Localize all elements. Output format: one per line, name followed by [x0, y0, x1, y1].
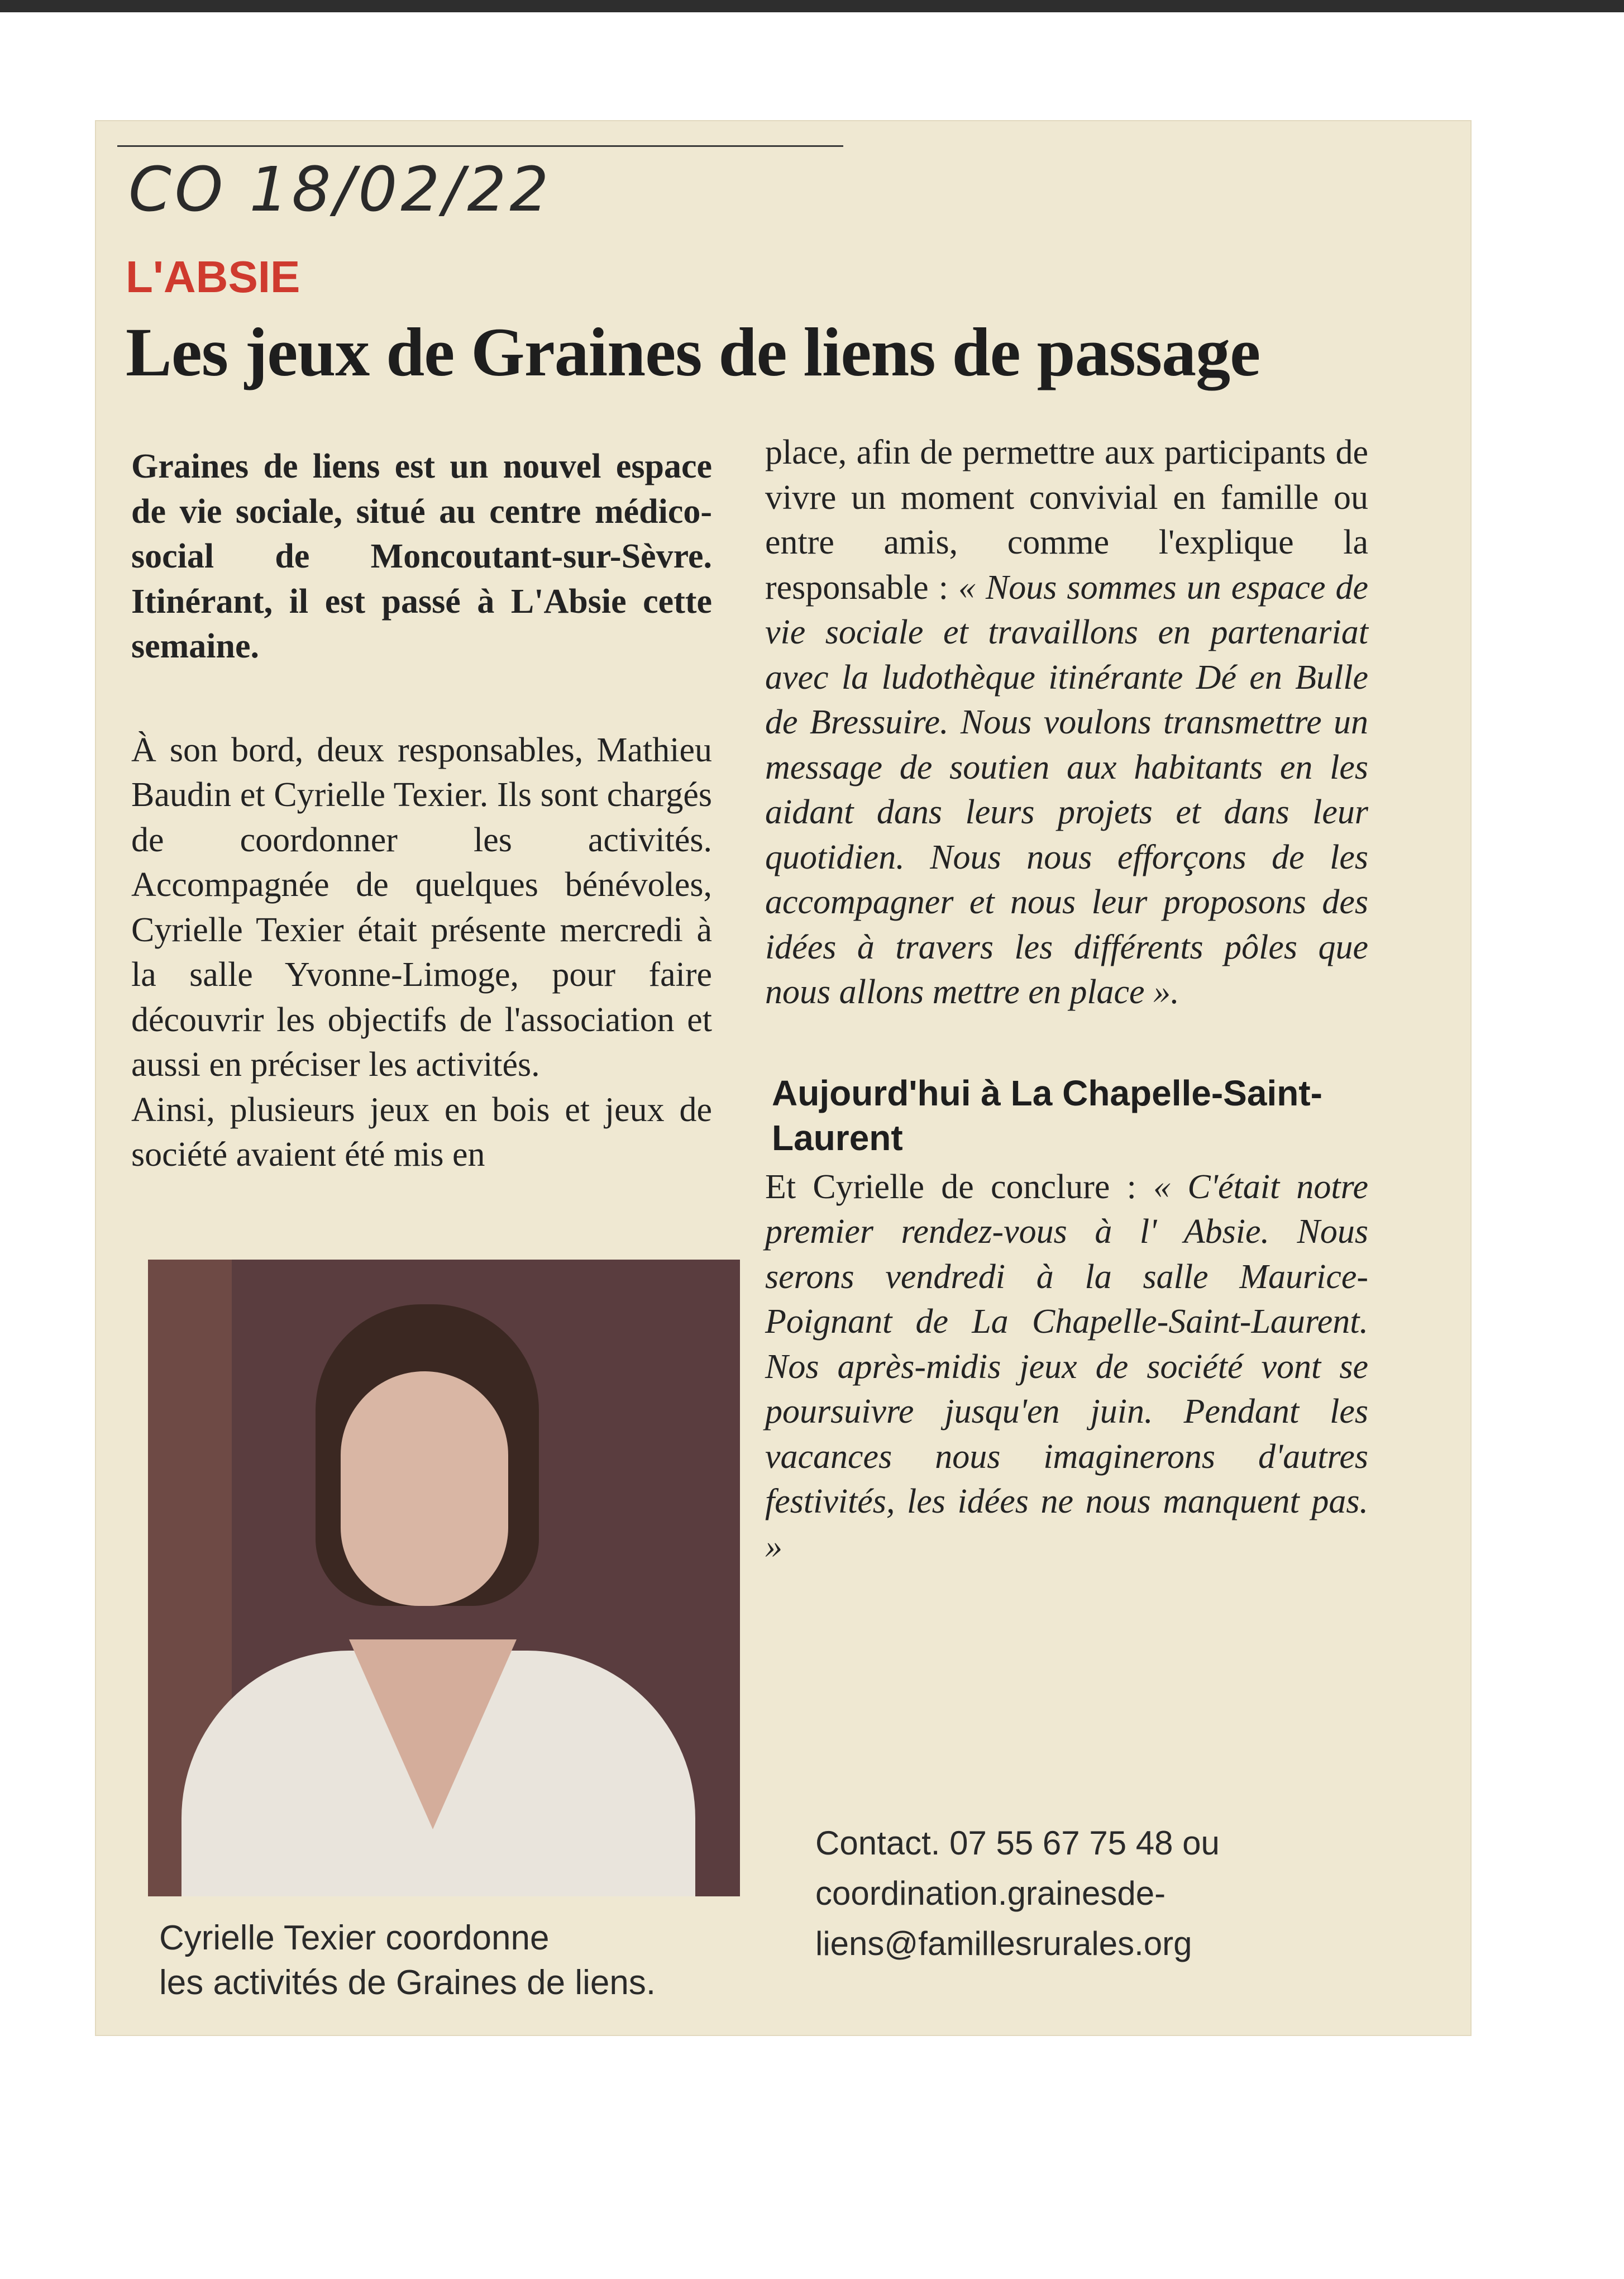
newspaper-clipping: [95, 120, 1472, 2036]
article-quote-1: « Nous sommes un espace de vie sociale et travaillons en partenariat avec la ludothèque itinérante Dé en Bulle de Bressuire. Nous voulons transmettre un message de soutien aux habitants en les aidant dans leurs projets et dans leur quotidien. Nous nous efforçons de les accompagner et nous leur proposons des idées à travers les différents pôles que nous allons mettre en place ».: [765, 568, 1368, 1011]
article-quote-2: « C'était notre premier rendez-vous à l' Absie. Nous serons vendredi à la salle Maurice-Poignant de La Chapelle-Saint-Laurent. Nos après-midis jeux de société vont se poursuivre jusqu'en juin. Pendant les vacances nous imaginerons d'autres festivités, les idées ne nous manquent pas. »: [765, 1167, 1369, 1566]
handwritten-date: CO 18/02/22: [128, 154, 552, 225]
article-paragraph-2-start: Ainsi, plusieurs jeux en bois et jeux de société avaient été mis en: [131, 1090, 712, 1174]
right-column: [765, 430, 1368, 1569]
article-headline: Les jeux de Graines de liens de passage: [126, 314, 1260, 390]
closing-intro: Et Cyrielle de conclure :: [765, 1167, 1136, 1206]
top-rule: [117, 145, 843, 147]
photo-caption: Cyrielle Texier coordonne les activités de Graines de liens.: [159, 1919, 656, 2002]
contact-info: Contact. 07 55 67 75 48 ou coordination.grainesde- liens@famillesrurales.org: [815, 1824, 1220, 1962]
left-column: [131, 444, 712, 1177]
portrait-photo: [148, 1260, 740, 1896]
scan-border: [0, 0, 1624, 12]
section-label: L'ABSIE: [126, 252, 300, 302]
article-paragraph-1: À son bord, deux responsables, Mathieu Baudin et Cyrielle Texier. Ils sont chargés de coordonner les activités. Accompagnée de quelques bénévoles, Cyrielle Texier était présente mercredi à la salle Yvonne-Limoge, pour faire découvrir les objectifs de l'association et aussi en préciser les activités.: [131, 731, 712, 1084]
article-paragraph-2-end: place, afin de permettre aux participants de vivre un moment convivial en famille ou entre amis, comme l'explique la responsable :: [765, 433, 1368, 607]
article-lead: Graines de liens est un nouvel espace de vie sociale, situé au centre médico-social de Moncoutant-sur-Sèvre. Itinérant, il est passé à L'Absie cette semaine.: [131, 447, 712, 665]
article-subheading: Aujourd'hui à La Chapelle-Saint-Laurent: [772, 1072, 1322, 1158]
